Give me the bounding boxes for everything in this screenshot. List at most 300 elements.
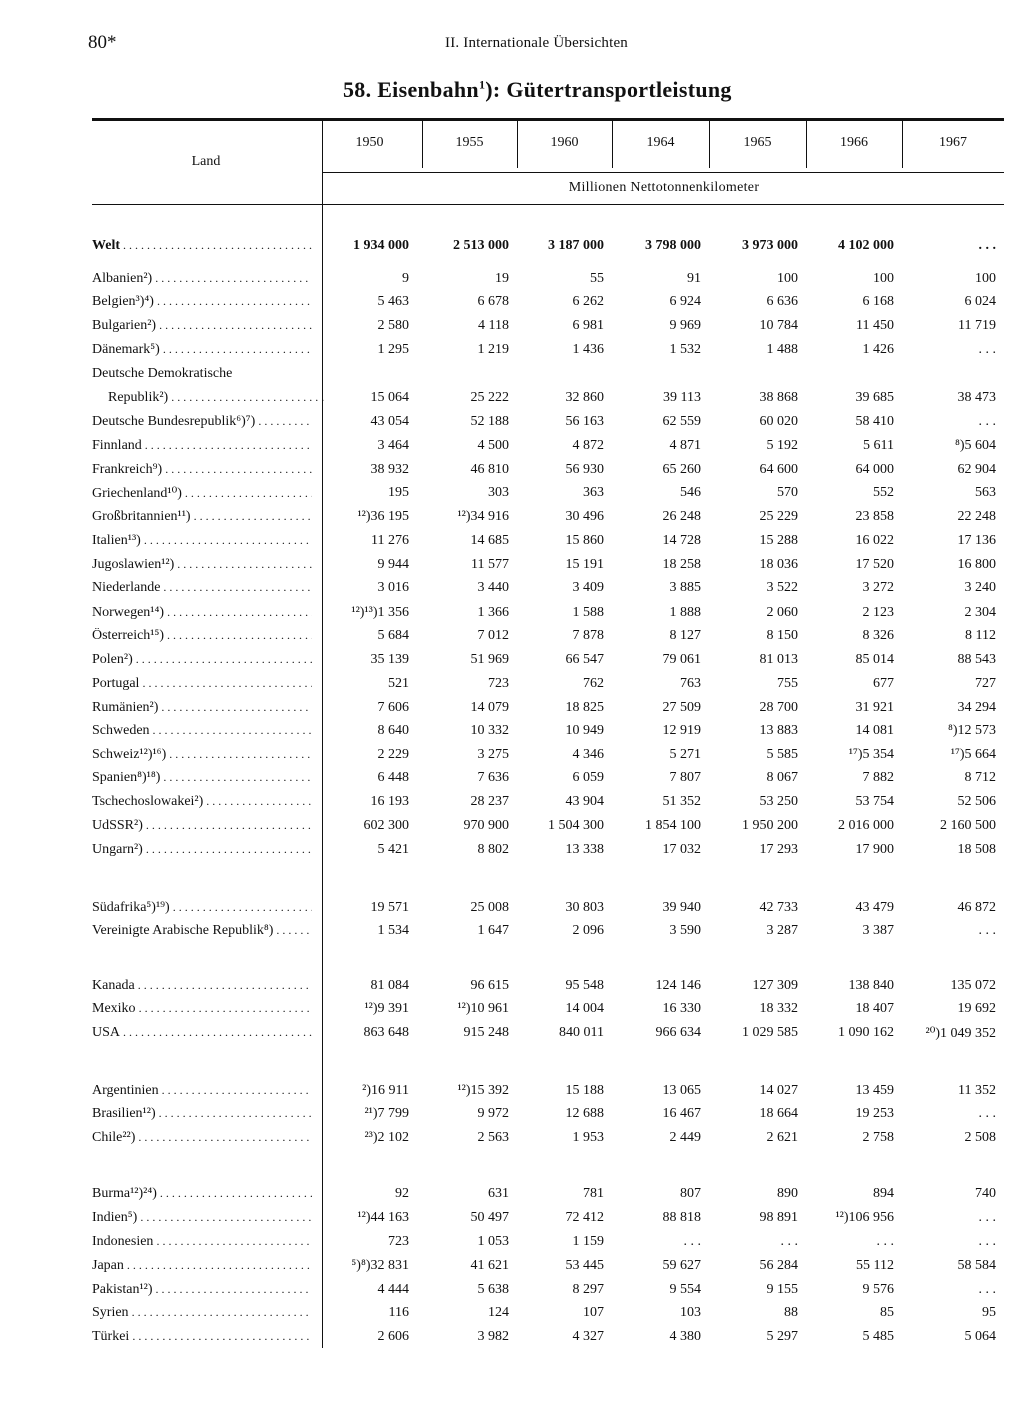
value-cell-1965: 3 973 000: [742, 238, 798, 253]
value-cell-1950: 3 464: [377, 438, 409, 453]
value-cell-1950: 35 139: [370, 652, 409, 667]
value-cell-1966: 9 576: [862, 1282, 894, 1297]
country-name: Rumänien²) . . .: [92, 700, 312, 716]
table-row: [92, 1305, 1004, 1327]
country-name: Niederlande . . .: [92, 580, 312, 596]
table-row: [92, 1025, 1004, 1047]
value-cell-1950: 2 580: [377, 318, 409, 333]
section-heading: II. Internationale Übersichten: [445, 35, 629, 51]
value-cell-1950: 521: [388, 676, 409, 691]
value-cell-1950: 7 606: [377, 700, 409, 715]
country-name: Kanada . . .: [92, 978, 312, 994]
value-cell-1964: 1 532: [669, 342, 701, 357]
value-cell-1950: 602 300: [363, 818, 409, 833]
value-cell-1964: 807: [680, 1186, 701, 1201]
value-cell-1960: 72 412: [565, 1210, 604, 1225]
value-cell-1960: 8 297: [572, 1282, 604, 1297]
country-name: Spanien⁸)¹⁸) . . .: [92, 770, 312, 786]
country-name: Syrien . . .: [92, 1305, 312, 1321]
value-cell-1960: 14 004: [565, 1001, 604, 1016]
value-cell-1966: 2 123: [862, 605, 894, 620]
value-cell-1955: 52 188: [470, 414, 509, 429]
value-cell-1965: 2 621: [766, 1130, 798, 1145]
value-cell-1965: 5 192: [766, 438, 798, 453]
country-name: Republik²) . . .: [92, 390, 328, 406]
value-cell-1955: 7 012: [477, 628, 509, 643]
value-cell-1950: 5 463: [377, 294, 409, 309]
table-row: [92, 628, 1004, 650]
value-cell-1966: 100: [873, 271, 894, 286]
value-cell-1965: 1 950 200: [742, 818, 798, 833]
value-cell-1950: 3 016: [377, 580, 409, 595]
year-divider: [422, 118, 423, 168]
value-cell-1960: 6 059: [572, 770, 604, 785]
value-cell-1967: 18 508: [957, 842, 996, 857]
value-cell-1955: 3 440: [477, 580, 509, 595]
value-cell-1965: 56 284: [759, 1258, 798, 1273]
value-cell-1965: 81 013: [759, 652, 798, 667]
value-cell-1965: 570: [777, 485, 798, 500]
value-cell-1965: 15 288: [759, 533, 798, 548]
value-cell-1950: 116: [388, 1305, 409, 1320]
value-cell-1967: 2 304: [964, 605, 996, 620]
value-cell-1950: 9 944: [377, 557, 409, 572]
value-cell-1967: 52 506: [957, 794, 996, 809]
value-cell-1964: 966 634: [655, 1025, 701, 1040]
value-cell-1967: . . .: [978, 342, 996, 357]
value-cell-1960: 66 547: [565, 652, 604, 667]
value-cell-1966: 55 112: [856, 1258, 894, 1273]
year-divider: [709, 118, 710, 168]
value-cell-1960: 781: [583, 1186, 604, 1201]
value-cell-1955: 970 900: [463, 818, 509, 833]
value-cell-1955: 9 972: [477, 1106, 509, 1121]
value-cell-1966: 64 000: [855, 462, 894, 477]
value-cell-1965: 127 309: [752, 978, 798, 993]
country-name: Ungarn²) . . .: [92, 842, 312, 858]
value-cell-1966: 18 407: [855, 1001, 894, 1016]
value-cell-1950: 2 606: [377, 1329, 409, 1344]
value-cell-1966: 8 326: [862, 628, 894, 643]
value-cell-1965: 17 293: [759, 842, 798, 857]
value-cell-1965: 38 868: [759, 390, 798, 405]
value-cell-1966: 138 840: [848, 978, 894, 993]
unit-header: Millionen Nettotonnenkilometer: [568, 180, 760, 195]
value-cell-1955: 11 577: [471, 557, 509, 572]
value-cell-1950: ¹²)36 195: [357, 509, 409, 524]
value-cell-1960: 6 262: [572, 294, 604, 309]
value-cell-1955: 46 810: [470, 462, 509, 477]
value-cell-1967: 17 136: [957, 533, 996, 548]
value-cell-1960: 1 159: [572, 1234, 604, 1249]
value-cell-1950: ⁵)⁸)32 831: [351, 1258, 409, 1273]
country-name: Dänemark⁵) . . .: [92, 342, 312, 358]
value-cell-1960: 1 953: [572, 1130, 604, 1145]
table-row: [92, 438, 1004, 460]
value-cell-1964: 13 065: [662, 1083, 701, 1098]
value-cell-1966: 5 611: [863, 438, 894, 453]
table-row: [92, 1234, 1004, 1256]
title-footnote: 1: [478, 77, 486, 92]
value-cell-1964: 7 807: [669, 770, 701, 785]
value-cell-1955: 124: [488, 1305, 509, 1320]
value-cell-1966: 85: [880, 1305, 894, 1320]
value-cell-1960: 6 981: [572, 318, 604, 333]
value-cell-1966: 1 090 162: [838, 1025, 894, 1040]
value-cell-1955: 1 366: [477, 605, 509, 620]
value-cell-1964: 14 728: [662, 533, 701, 548]
year-header-1966: 1966: [840, 135, 868, 150]
top-rule: [92, 118, 1004, 121]
value-cell-1964: 79 061: [662, 652, 701, 667]
value-cell-1967: 38 473: [957, 390, 996, 405]
country-name: Finnland . . .: [92, 438, 312, 454]
value-cell-1967: 5 064: [964, 1329, 996, 1344]
country-name: Frankreich⁹) . . .: [92, 462, 312, 478]
value-cell-1966: 3 272: [862, 580, 894, 595]
value-cell-1950: 16 193: [370, 794, 409, 809]
value-cell-1967: 2 160 500: [940, 818, 996, 833]
value-cell-1950: ²¹)7 799: [364, 1106, 409, 1121]
country-name: Schweiz¹²)¹⁶) . . .: [92, 747, 312, 763]
country-name: Südafrika⁵)¹⁹) . . .: [92, 900, 312, 916]
value-cell-1966: 11 450: [856, 318, 894, 333]
country-name: Welt . . .: [92, 238, 312, 254]
value-cell-1960: 32 860: [565, 390, 604, 405]
value-cell-1964: 9 554: [669, 1282, 701, 1297]
table-row: [92, 723, 1004, 745]
country-name: Österreich¹⁵) . . .: [92, 628, 312, 644]
value-cell-1955: 1 219: [477, 342, 509, 357]
country-name: Burma¹²)²⁴) . . .: [92, 1186, 312, 1202]
value-cell-1966: 2 016 000: [838, 818, 894, 833]
value-cell-1950: 8 640: [377, 723, 409, 738]
value-cell-1950: ¹²)44 163: [357, 1210, 409, 1225]
value-cell-1950: 863 648: [363, 1025, 409, 1040]
value-cell-1966: 7 882: [862, 770, 894, 785]
table-row: [92, 923, 1004, 945]
value-cell-1950: 5 421: [377, 842, 409, 857]
country-name: Griechenland¹⁰) . . .: [92, 485, 312, 502]
value-cell-1955: 25 008: [470, 900, 509, 915]
value-cell-1967: 727: [975, 676, 996, 691]
title-suffix: ): Gütertransportleistung: [485, 77, 732, 102]
land-header: Land: [191, 154, 221, 169]
value-cell-1950: 1 934 000: [353, 238, 409, 253]
country-name: Indonesien . . .: [92, 1234, 312, 1250]
value-cell-1967: 3 240: [964, 580, 996, 595]
value-cell-1964: 59 627: [662, 1258, 701, 1273]
value-cell-1955: 1 647: [477, 923, 509, 938]
value-cell-1964: 26 248: [662, 509, 701, 524]
table-row: [92, 794, 1004, 816]
value-cell-1950: ¹²)9 391: [364, 1001, 409, 1016]
year-divider: [517, 118, 518, 168]
value-cell-1966: 23 858: [855, 509, 894, 524]
year-divider: [806, 118, 807, 168]
country-name: Portugal . . .: [92, 676, 312, 692]
value-cell-1965: 18 664: [759, 1106, 798, 1121]
year-header-1960: 1960: [550, 135, 579, 150]
value-cell-1950: 2 229: [377, 747, 409, 762]
value-cell-1965: 98 891: [759, 1210, 798, 1225]
value-cell-1955: 5 638: [477, 1282, 509, 1297]
value-cell-1955: 14 079: [470, 700, 509, 715]
value-cell-1964: 3 590: [669, 923, 701, 938]
value-cell-1965: 18 036: [759, 557, 798, 572]
country-name: USA . . .: [92, 1025, 312, 1041]
value-cell-1960: 13 338: [565, 842, 604, 857]
value-cell-1967: 19 692: [957, 1001, 996, 1016]
value-cell-1967: 16 800: [957, 557, 996, 572]
value-cell-1950: 15 064: [370, 390, 409, 405]
country-name: Norwegen¹⁴) . . .: [92, 605, 312, 621]
table-row: [92, 676, 1004, 698]
value-cell-1955: ¹²)15 392: [457, 1083, 509, 1098]
country-name: Indien⁵) . . .: [92, 1210, 312, 1226]
value-cell-1955: 19: [495, 271, 509, 286]
value-cell-1967: . . .: [978, 923, 996, 938]
value-cell-1950: 195: [388, 485, 409, 500]
value-cell-1967: 88 543: [957, 652, 996, 667]
value-cell-1960: 95 548: [565, 978, 604, 993]
value-cell-1955: 41 621: [470, 1258, 509, 1273]
country-name: Deutsche Demokratische: [92, 366, 233, 381]
country-name: Tschechoslowakei²) . . .: [92, 794, 312, 810]
value-cell-1960: 15 860: [565, 533, 604, 548]
value-cell-1950: 38 932: [370, 462, 409, 477]
value-cell-1967: 34 294: [957, 700, 996, 715]
value-cell-1950: 9: [402, 271, 409, 286]
value-cell-1966: 19 253: [855, 1106, 894, 1121]
value-cell-1966: . . .: [876, 1234, 894, 1249]
value-cell-1955: 50 497: [470, 1210, 509, 1225]
value-cell-1964: 5 271: [669, 747, 701, 762]
table-row: [92, 366, 1004, 388]
country-name: Japan . . .: [92, 1258, 312, 1274]
value-cell-1967: 100: [975, 271, 996, 286]
title-text: 58. Eisenbahn: [343, 77, 479, 102]
value-cell-1965: 1 488: [766, 342, 798, 357]
value-cell-1965: 3 522: [766, 580, 798, 595]
value-cell-1966: 552: [873, 485, 894, 500]
country-name: Argentinien . . .: [92, 1083, 312, 1099]
value-cell-1967: 11 719: [958, 318, 996, 333]
value-cell-1966: 17 520: [855, 557, 894, 572]
value-cell-1965: 2 060: [766, 605, 798, 620]
value-cell-1955: 4 500: [477, 438, 509, 453]
value-cell-1966: 39 685: [855, 390, 894, 405]
table-row: [92, 1282, 1004, 1304]
value-cell-1955: 8 802: [477, 842, 509, 857]
value-cell-1965: 13 883: [759, 723, 798, 738]
value-cell-1965: 1 029 585: [742, 1025, 798, 1040]
value-cell-1960: 18 825: [565, 700, 604, 715]
table-row: [92, 747, 1004, 769]
value-cell-1965: 88: [784, 1305, 798, 1320]
country-name: Chile²²) . . .: [92, 1130, 312, 1146]
value-cell-1964: 2 449: [669, 1130, 701, 1145]
value-cell-1964: 12 919: [662, 723, 701, 738]
value-cell-1967: 8 112: [965, 628, 996, 643]
value-cell-1964: 62 559: [662, 414, 701, 429]
table-row: [92, 770, 1004, 792]
table-row: [92, 1130, 1004, 1152]
value-cell-1964: 8 127: [669, 628, 701, 643]
country-name: Brasilien¹²) . . .: [92, 1106, 312, 1122]
value-cell-1966: 2 758: [862, 1130, 894, 1145]
value-cell-1964: 546: [680, 485, 701, 500]
table-row: [92, 294, 1004, 316]
value-cell-1964: 1 888: [669, 605, 701, 620]
value-cell-1955: 915 248: [463, 1025, 509, 1040]
value-cell-1960: 1 504 300: [548, 818, 604, 833]
value-cell-1950: 1 534: [377, 923, 409, 938]
table-row: [92, 580, 1004, 602]
value-cell-1966: 677: [873, 676, 894, 691]
year-header-1955: 1955: [455, 135, 484, 150]
value-cell-1965: 890: [777, 1186, 798, 1201]
country-name: Vereinigte Arabische Republik⁸) . . .: [92, 923, 312, 939]
table-row: [92, 485, 1004, 507]
value-cell-1966: 16 022: [855, 533, 894, 548]
value-cell-1967: 62 904: [957, 462, 996, 477]
value-cell-1967: ⁸)5 604: [954, 438, 996, 453]
value-cell-1966: 43 479: [855, 900, 894, 915]
country-name: Bulgarien²) . . .: [92, 318, 312, 334]
value-cell-1965: 28 700: [759, 700, 798, 715]
value-cell-1960: 43 904: [565, 794, 604, 809]
value-cell-1960: 1 588: [572, 605, 604, 620]
value-cell-1955: 28 237: [470, 794, 509, 809]
value-cell-1964: 6 924: [669, 294, 701, 309]
value-cell-1964: 4 380: [669, 1329, 701, 1344]
value-cell-1964: 39 113: [663, 390, 701, 405]
table-row: [92, 342, 1004, 364]
value-cell-1964: 18 258: [662, 557, 701, 572]
value-cell-1967: ²⁰)1 049 352: [925, 1026, 996, 1041]
value-cell-1950: 5 684: [377, 628, 409, 643]
table-row: [92, 842, 1004, 864]
value-cell-1960: 55: [590, 271, 604, 286]
table-row: [92, 238, 1004, 260]
value-cell-1955: 25 222: [470, 390, 509, 405]
country-name: Belgien³)⁴) . . .: [92, 294, 312, 310]
value-cell-1967: . . .: [978, 1282, 996, 1297]
value-cell-1966: 894: [873, 1186, 894, 1201]
table-row: [92, 390, 1004, 412]
country-name: Schweden . . .: [92, 723, 312, 739]
value-cell-1966: 53 754: [855, 794, 894, 809]
value-cell-1950: 11 276: [371, 533, 409, 548]
value-cell-1955: 303: [488, 485, 509, 500]
value-cell-1966: 4 102 000: [838, 238, 894, 253]
table-row: [92, 533, 1004, 555]
year-divider: [612, 118, 613, 168]
country-name: UdSSR²) . . .: [92, 818, 312, 834]
value-cell-1964: 124 146: [655, 978, 701, 993]
value-cell-1967: 22 248: [957, 509, 996, 524]
table-row: [92, 557, 1004, 579]
value-cell-1964: 3 885: [669, 580, 701, 595]
value-cell-1965: 9 155: [766, 1282, 798, 1297]
value-cell-1955: 3 982: [477, 1329, 509, 1344]
value-cell-1965: . . .: [780, 1234, 798, 1249]
table-row: [92, 271, 1004, 293]
value-cell-1965: 8 150: [766, 628, 798, 643]
value-cell-1955: 10 332: [470, 723, 509, 738]
value-cell-1960: 56 930: [565, 462, 604, 477]
table-row: [92, 605, 1004, 627]
country-name: Italien¹³) . . .: [92, 533, 312, 549]
value-cell-1964: 9 969: [669, 318, 701, 333]
value-cell-1964: 3 798 000: [645, 238, 701, 253]
value-cell-1965: 5 297: [766, 1329, 798, 1344]
table-row: [92, 1258, 1004, 1280]
value-cell-1967: 563: [975, 485, 996, 500]
value-cell-1964: 16 467: [662, 1106, 701, 1121]
value-cell-1965: 100: [777, 271, 798, 286]
value-cell-1965: 10 784: [759, 318, 798, 333]
value-cell-1966: ¹²)106 956: [835, 1210, 894, 1225]
header-bottom-rule: [92, 204, 1004, 205]
table-title: [343, 77, 732, 103]
value-cell-1964: 763: [680, 676, 701, 691]
value-cell-1960: 3 187 000: [548, 238, 604, 253]
value-cell-1967: 135 072: [950, 978, 996, 993]
year-divider: [902, 118, 903, 168]
value-cell-1966: 85 014: [855, 652, 894, 667]
value-cell-1967: . . .: [978, 414, 996, 429]
value-cell-1960: 12 688: [565, 1106, 604, 1121]
table-row: [92, 1329, 1004, 1351]
value-cell-1955: 723: [488, 676, 509, 691]
value-cell-1966: 13 459: [855, 1083, 894, 1098]
value-cell-1966: 14 081: [855, 723, 894, 738]
value-cell-1964: 103: [680, 1305, 701, 1320]
table-row: [92, 652, 1004, 674]
table-row: [92, 818, 1004, 840]
value-cell-1955: 6 678: [477, 294, 509, 309]
country-name: Polen²) . . .: [92, 652, 312, 668]
value-cell-1960: 840 011: [559, 1025, 604, 1040]
value-cell-1955: 3 275: [477, 747, 509, 762]
value-cell-1964: 4 871: [669, 438, 701, 453]
value-cell-1955: 631: [488, 1186, 509, 1201]
value-cell-1967: . . .: [978, 1210, 996, 1225]
value-cell-1955: 7 636: [477, 770, 509, 785]
value-cell-1964: 16 330: [662, 1001, 701, 1016]
value-cell-1965: 3 287: [766, 923, 798, 938]
value-cell-1960: 56 163: [565, 414, 604, 429]
table-row: [92, 1210, 1004, 1232]
value-cell-1967: 95: [982, 1305, 996, 1320]
data-table: [92, 118, 1004, 1348]
value-cell-1965: 8 067: [766, 770, 798, 785]
country-name: Jugoslawien¹²) . . .: [92, 557, 312, 573]
value-cell-1967: 6 024: [964, 294, 996, 309]
value-cell-1964: 65 260: [662, 462, 701, 477]
value-cell-1965: 5 585: [766, 747, 798, 762]
table-row: [92, 1106, 1004, 1128]
value-cell-1950: ¹²)¹³)1 356: [351, 605, 409, 620]
page-number: 80*: [88, 32, 117, 53]
value-cell-1955: 4 118: [478, 318, 509, 333]
value-cell-1965: 755: [777, 676, 798, 691]
value-cell-1960: 10 949: [565, 723, 604, 738]
value-cell-1967: 740: [975, 1186, 996, 1201]
value-cell-1960: 15 191: [565, 557, 604, 572]
